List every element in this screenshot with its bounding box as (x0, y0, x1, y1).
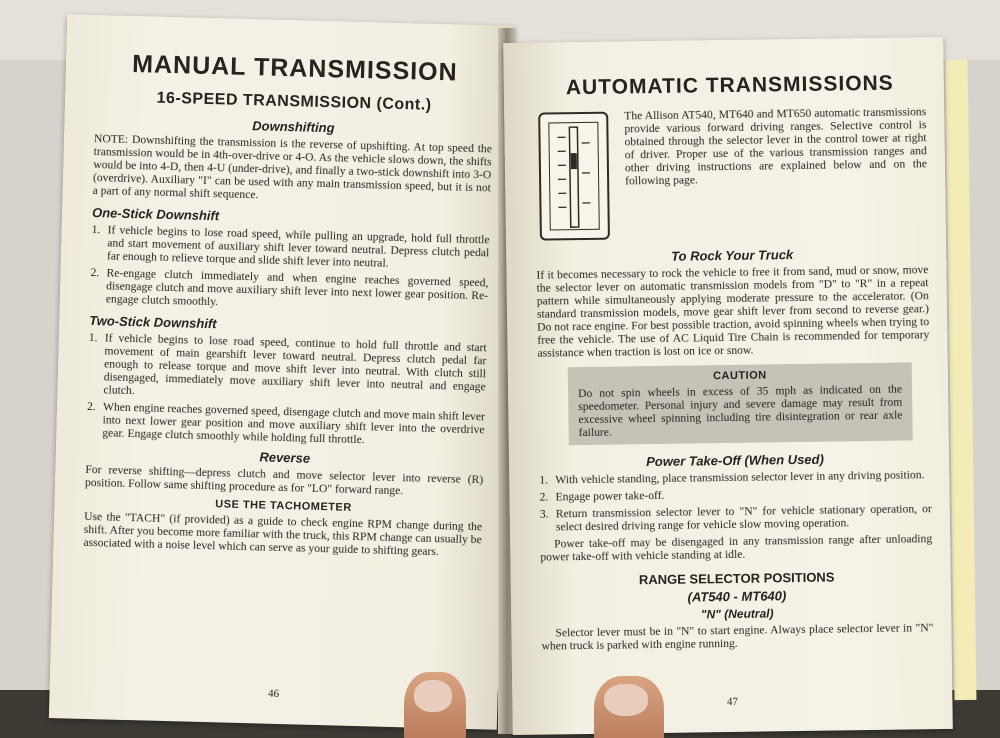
pto-note: Power take-off may be disengaged in any transmission range after unloading power take-off with vehicle standing at idle. (540, 532, 933, 564)
list-item: 1. If vehicle begins to lose road speed, while pulling an upgrade, hold full throttle and start movement of auxiliary shift lever toward neutral. Depress clutch pedal far enough to relieve torque and slide shift lever into neutral. (91, 222, 490, 270)
left-page (49, 14, 515, 729)
page-title-manual: MANUAL TRANSMISSION (131, 49, 459, 87)
reverse-text: For reverse shifting—depress clutch and move selector lever into reverse (R) position. Follow same shifting procedure as for "LO" forward range. (84, 462, 484, 498)
heading-rock-truck: To Rock Your Truck (671, 247, 794, 264)
list-item: 2. Engage power take-off. (539, 488, 665, 504)
pto-list (539, 468, 932, 533)
heading-power-take-off: Power Take-Off (When Used) (646, 451, 824, 470)
heading-tachometer: USE THE TACHOMETER (215, 498, 352, 514)
subtitle-16-speed: 16-SPEED TRANSMISSION (Cont.) (156, 89, 432, 114)
heading-reverse: Reverse (259, 449, 311, 466)
downshift-note: NOTE: Downshifting the transmission is the reverse of upshifting. At top speed the transmission would be in 4th-over-drive or 4-O. As the vehicle slows down, the shifts would be into 4-D, then 4-U (under-drive), and finally a two-stick downshift into 3-O (overdrive). Auxiliary "I" can be used with any main transmission speed, but it is not a part of any normal shift sequence. (92, 132, 493, 202)
right-thumbnail (604, 684, 648, 716)
left-thumbnail (414, 680, 452, 712)
rock-text: If it becomes necessary to rock the vehicle to free it from sand, mud or snow, move the selector lever on automatic transmission models from "D" to "R" in a repeat pattern while simultaneously applying moderate pressure to the accelerator. (On standard transmission models, move gear shift lever from second to reverse gear.) Do not race engine. For best possible traction, avoid spinning wheels when trying to free the vehicle. The use of AC Liquid Tire Chain is recommended for temporary assistance when traction is lost on ice or snow. (536, 263, 930, 360)
heading-range-selector: RANGE SELECTOR POSITIONS (638, 569, 835, 588)
list-item: 3. Return transmission selector lever to "N" for vehicle stationary operation, or select desired driving range for vehicle slow moving operation. (539, 502, 932, 534)
heading-two-stick: Two-Stick Downshift (89, 312, 217, 332)
caution-text: Do not spin wheels in excess of 35 mph as indicated on the speedometer. Personal injury and severe damage may result from excessive wheel spinning including tire disintegration or rear axle failure. (578, 382, 903, 440)
caution-title: CAUTION (712, 369, 767, 383)
list-item: 1. If vehicle begins to lose road speed, continue to hold full throttle and start movement of main gearshift lever toward neutral. Depress clutch pedal far enough to release torque and move shift lever into neutral. With clutch still disengaged, immediately move auxiliary shift lever into neutral and engage clutch. (88, 330, 487, 398)
two-stick-list (86, 331, 487, 449)
caution-box (568, 362, 913, 445)
right-page (503, 37, 953, 735)
list-item: 2. When engine reaches governed speed, disengage clutch and move main shift lever into next lower gear position and move auxiliary shift lever into the overdrive gear. Engage clutch smoothly while holding full throttle. (86, 399, 486, 447)
heading-one-stick: One-Stick Downshift (91, 204, 220, 224)
page-number-left: 46 (267, 687, 280, 701)
tachometer-text: Use the "TACH" (if provided) as a guide to check engine RPM change during the shift. After you become more familiar with the truck, this RPM change can usually be associated with a noise level which can serve as your guide to shifting gears. (83, 509, 483, 559)
page-title-automatic: AUTOMATIC TRANSMISSIONS (565, 71, 894, 100)
range-models: (AT540 - MT640) (687, 588, 787, 605)
list-item: 2. Re-engage clutch immediately and when engine reaches governed speed, disengage clutch and move auxiliary shift lever into next lower gear position. Re-engage clutch smoothly. (90, 265, 489, 309)
intro-text: The Allison AT540, MT640 and MT650 automatic transmissions provide various forward driving ranges. Selective control is obtained through the selector lever in the control tower at right of driver. Proper use of the various transmission ranges and other driving instructions are explained below and on the following page. (624, 105, 928, 188)
neutral-text: Selector lever must be in "N" to start engine. Always place selector lever in "N" when truck is parked with engine running. (541, 621, 934, 653)
heading-downshifting: Downshifting (252, 118, 335, 136)
heading-neutral: "N" (Neutral) (700, 606, 774, 622)
list-item: 1. With vehicle standing, place transmission selector lever in any driving position. (539, 468, 925, 487)
page-number-right: 47 (726, 695, 738, 709)
one-stick-list (90, 223, 490, 315)
